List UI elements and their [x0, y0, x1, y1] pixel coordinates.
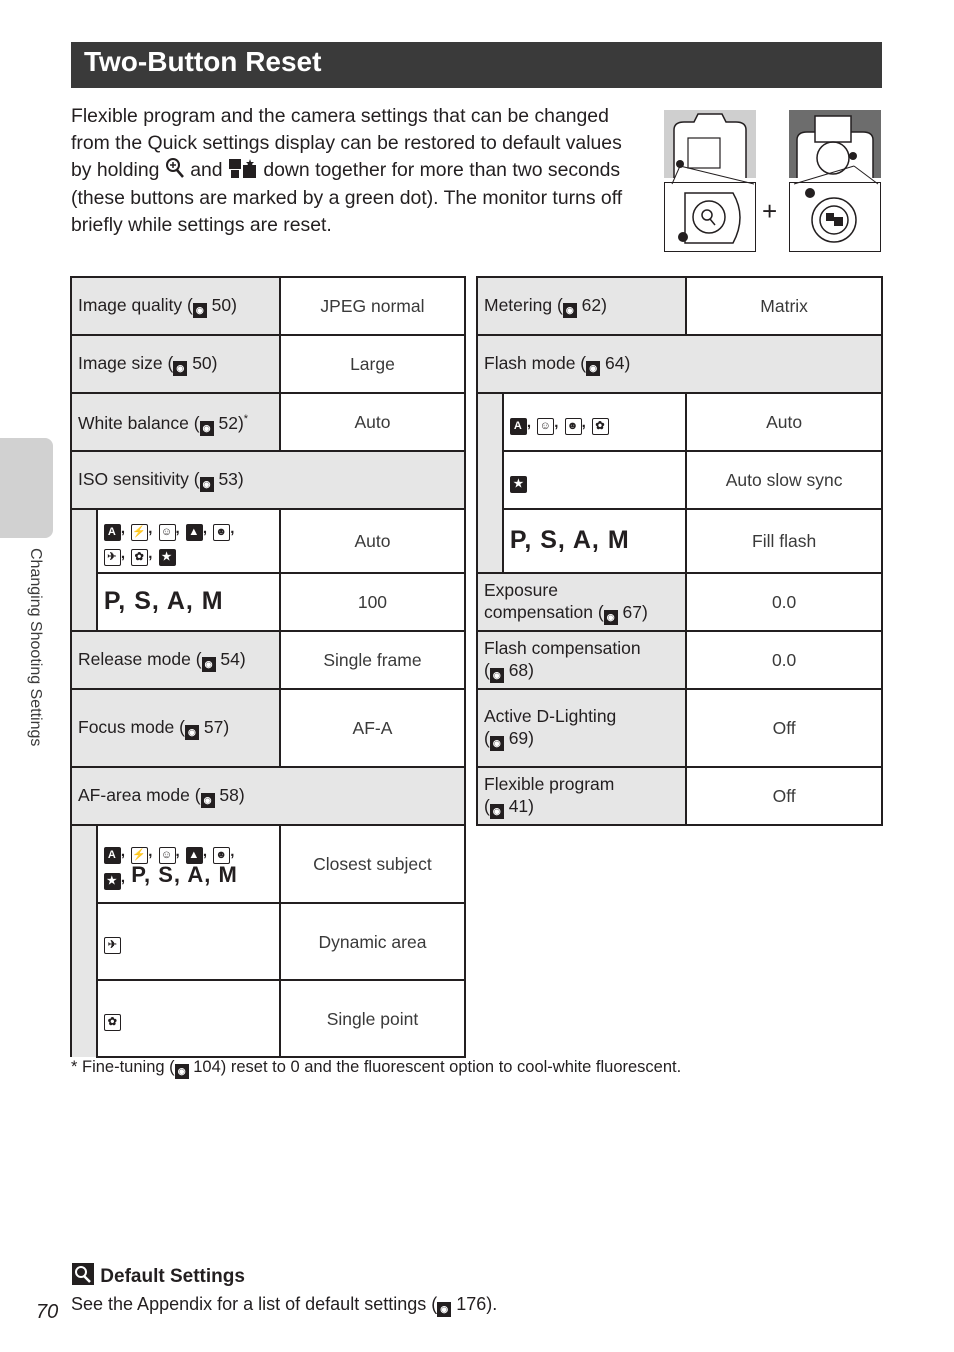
table-row — [477, 509, 882, 573]
landscape-icon: ▲ — [186, 847, 203, 864]
flex-program-label: Flexible program ( ◉ 41) — [477, 767, 686, 825]
table-row — [71, 980, 465, 1057]
flash-slow-value: Auto slow sync — [686, 451, 882, 509]
night-portrait-icon: ★ — [510, 476, 527, 493]
page-ref-icon: ◉ — [586, 361, 600, 376]
table-row — [71, 509, 465, 573]
scene-mode-icons: A , ⚡, ☺ , ▲ , ☻ , ✈ , ✿ , ★ — [104, 520, 236, 562]
page-ref-icon: ◉ — [490, 736, 504, 751]
iso-psam-value: 100 — [280, 573, 465, 631]
white-balance-value: Auto — [280, 393, 465, 451]
close-up-icon: ✿ — [104, 1014, 121, 1031]
title-bar — [71, 42, 882, 88]
table-row — [477, 393, 882, 451]
flash-auto-value: Auto — [686, 393, 882, 451]
night-portrait-icon: ★ — [104, 873, 121, 890]
table-row — [71, 767, 465, 825]
flash-comp-value: 0.0 — [686, 631, 882, 689]
intro-paragraph — [71, 103, 646, 239]
note-icon — [71, 1262, 95, 1286]
metering-value: Matrix — [686, 277, 882, 335]
right-settings-table — [476, 276, 883, 826]
auto-mode-icon: A — [104, 847, 121, 864]
table-row — [477, 767, 882, 825]
exposure-comp-value: 0.0 — [686, 573, 882, 631]
quick-settings-button-icon — [228, 157, 258, 179]
table-row — [477, 631, 882, 689]
zoom-button-closeup — [664, 182, 756, 252]
af-single-value: Single point — [280, 980, 465, 1057]
flash-psam: P, S, A, M — [503, 509, 686, 573]
table-row — [71, 451, 465, 509]
portrait-icon: ☺ — [159, 847, 176, 864]
focus-mode-label: Focus mode ( ◉ 57) — [71, 689, 280, 767]
page-ref-icon: ◉ — [185, 725, 199, 740]
side-section-label: Changing Shooting Settings — [27, 548, 44, 747]
white-balance-label: White balance ( ◉ 52)* — [71, 393, 280, 451]
portrait-icon: ☺ — [537, 418, 554, 435]
left-settings-table — [70, 276, 466, 1058]
page-ref-icon: ◉ — [173, 361, 187, 376]
table-row — [477, 689, 882, 767]
page-ref-icon: ◉ — [201, 793, 215, 808]
sports-icon: ✈ — [104, 937, 121, 954]
exposure-comp-label: Exposure compensation ( ◉ 67) — [477, 573, 686, 631]
page-ref-icon: ◉ — [193, 303, 207, 318]
table-row — [71, 903, 465, 980]
child-icon: ☻ — [565, 418, 582, 435]
child-icon: ☻ — [213, 847, 230, 864]
page-ref-icon: ◉ — [604, 610, 618, 625]
page-ref-icon: ◉ — [490, 668, 504, 683]
close-up-icon: ✿ — [131, 549, 148, 566]
table-row — [71, 631, 465, 689]
quick-button-closeup — [789, 182, 881, 252]
release-mode-label: Release mode ( ◉ 54) — [71, 631, 280, 689]
plus-sign: + — [762, 196, 778, 226]
image-quality-value: JPEG normal — [280, 277, 465, 335]
release-mode-value: Single frame — [280, 631, 465, 689]
iso-label: ISO sensitivity ( ◉ 53) — [71, 451, 465, 509]
image-size-value: Large — [280, 335, 465, 393]
night-portrait-icon: ★ — [159, 549, 176, 566]
iso-scene-modes — [97, 509, 280, 573]
note-heading: Default Settings — [71, 1262, 245, 1288]
flash-fill-value: Fill flash — [686, 509, 882, 573]
adl-value: Off — [686, 689, 882, 767]
zoom-in-icon — [665, 183, 754, 250]
page-ref-icon: ◉ — [490, 804, 504, 819]
image-size-label: Image size ( ◉ 50) — [71, 335, 280, 393]
table-row — [477, 451, 882, 509]
auto-mode-icon: A — [510, 418, 527, 435]
table-row — [71, 393, 465, 451]
zoom-in-button-icon — [165, 157, 185, 179]
image-quality-label: Image quality ( ◉ 50) — [71, 277, 280, 335]
flash-night-mode — [503, 451, 686, 509]
metering-label: Metering ( ◉ 62) — [477, 277, 686, 335]
af-area-modes: A , ⚡, ☺ , ▲ , ☻ , ★ , P, S, A, M — [97, 825, 280, 903]
indent-cell — [71, 509, 97, 631]
quick-settings-icon — [790, 183, 879, 250]
page-ref-icon: ◉ — [437, 1302, 451, 1317]
indent-cell — [71, 825, 97, 1057]
landscape-icon: ▲ — [186, 524, 203, 541]
af-closest-value: Closest subject — [280, 825, 465, 903]
table-row — [71, 825, 465, 903]
page-ref-icon: ◉ — [175, 1064, 189, 1079]
page-ref-icon: ◉ — [563, 303, 577, 318]
page-ref-icon: ◉ — [202, 657, 216, 672]
af-dynamic-value: Dynamic area — [280, 903, 465, 980]
intro-text-2: down together for more than two seconds (these buttons are marked by a green dot). The monitor turns off briefly while settings are reset. — [71, 159, 623, 236]
adl-label: Active D-Lighting ( ◉ 69) — [477, 689, 686, 767]
table-row — [71, 689, 465, 767]
flex-program-value: Off — [686, 767, 882, 825]
table-row — [71, 573, 465, 631]
flash-off-icon: ⚡ — [131, 524, 148, 541]
scene-mode-icons: A , ☺ , ☻ , ✿ — [510, 414, 609, 431]
footnote: * Fine-tuning ( ◉ 104) reset to 0 and the fluorescent option to cool-white fluorescent. — [71, 1058, 681, 1079]
intro-and: and — [190, 159, 223, 182]
sports-icon: ✈ — [104, 549, 121, 566]
side-tab — [0, 438, 53, 538]
page-number: 70 — [36, 1301, 59, 1323]
table-row — [71, 277, 465, 335]
af-area-label: AF-area mode ( ◉ 58) — [71, 767, 465, 825]
table-row — [71, 335, 465, 393]
table-row — [477, 277, 882, 335]
table-row — [477, 573, 882, 631]
flash-auto-modes — [503, 393, 686, 451]
af-closeup-mode — [97, 980, 280, 1057]
iso-scene-value: Auto — [280, 509, 465, 573]
flash-off-icon: ⚡ — [131, 847, 148, 864]
child-icon: ☻ — [213, 524, 230, 541]
iso-psam: P, S, A, M — [97, 573, 280, 631]
page-title: Two-Button Reset — [84, 46, 322, 77]
note-body: See the Appendix for a list of default settings ( ◉ 176). — [71, 1294, 497, 1317]
indent-cell — [477, 393, 503, 573]
close-up-icon: ✿ — [592, 418, 609, 435]
page-ref-icon: ◉ — [200, 421, 214, 436]
auto-mode-icon: A — [104, 524, 121, 541]
page-ref-icon: ◉ — [200, 477, 214, 492]
scene-mode-icons: A , ⚡, ☺ , ▲ , ☻ , ★ , — [104, 843, 236, 886]
flash-comp-label: Flash compensation ( ◉ 68) — [477, 631, 686, 689]
af-sports-mode — [97, 903, 280, 980]
intro-text-1: Flexible program and the camera settings that can be changed from the Quick settings display can be restored to default values by holding — [71, 105, 622, 182]
table-row — [477, 335, 882, 393]
focus-mode-value: AF-A — [280, 689, 465, 767]
flash-mode-label: Flash mode ( ◉ 64) — [477, 335, 882, 393]
portrait-icon: ☺ — [159, 524, 176, 541]
